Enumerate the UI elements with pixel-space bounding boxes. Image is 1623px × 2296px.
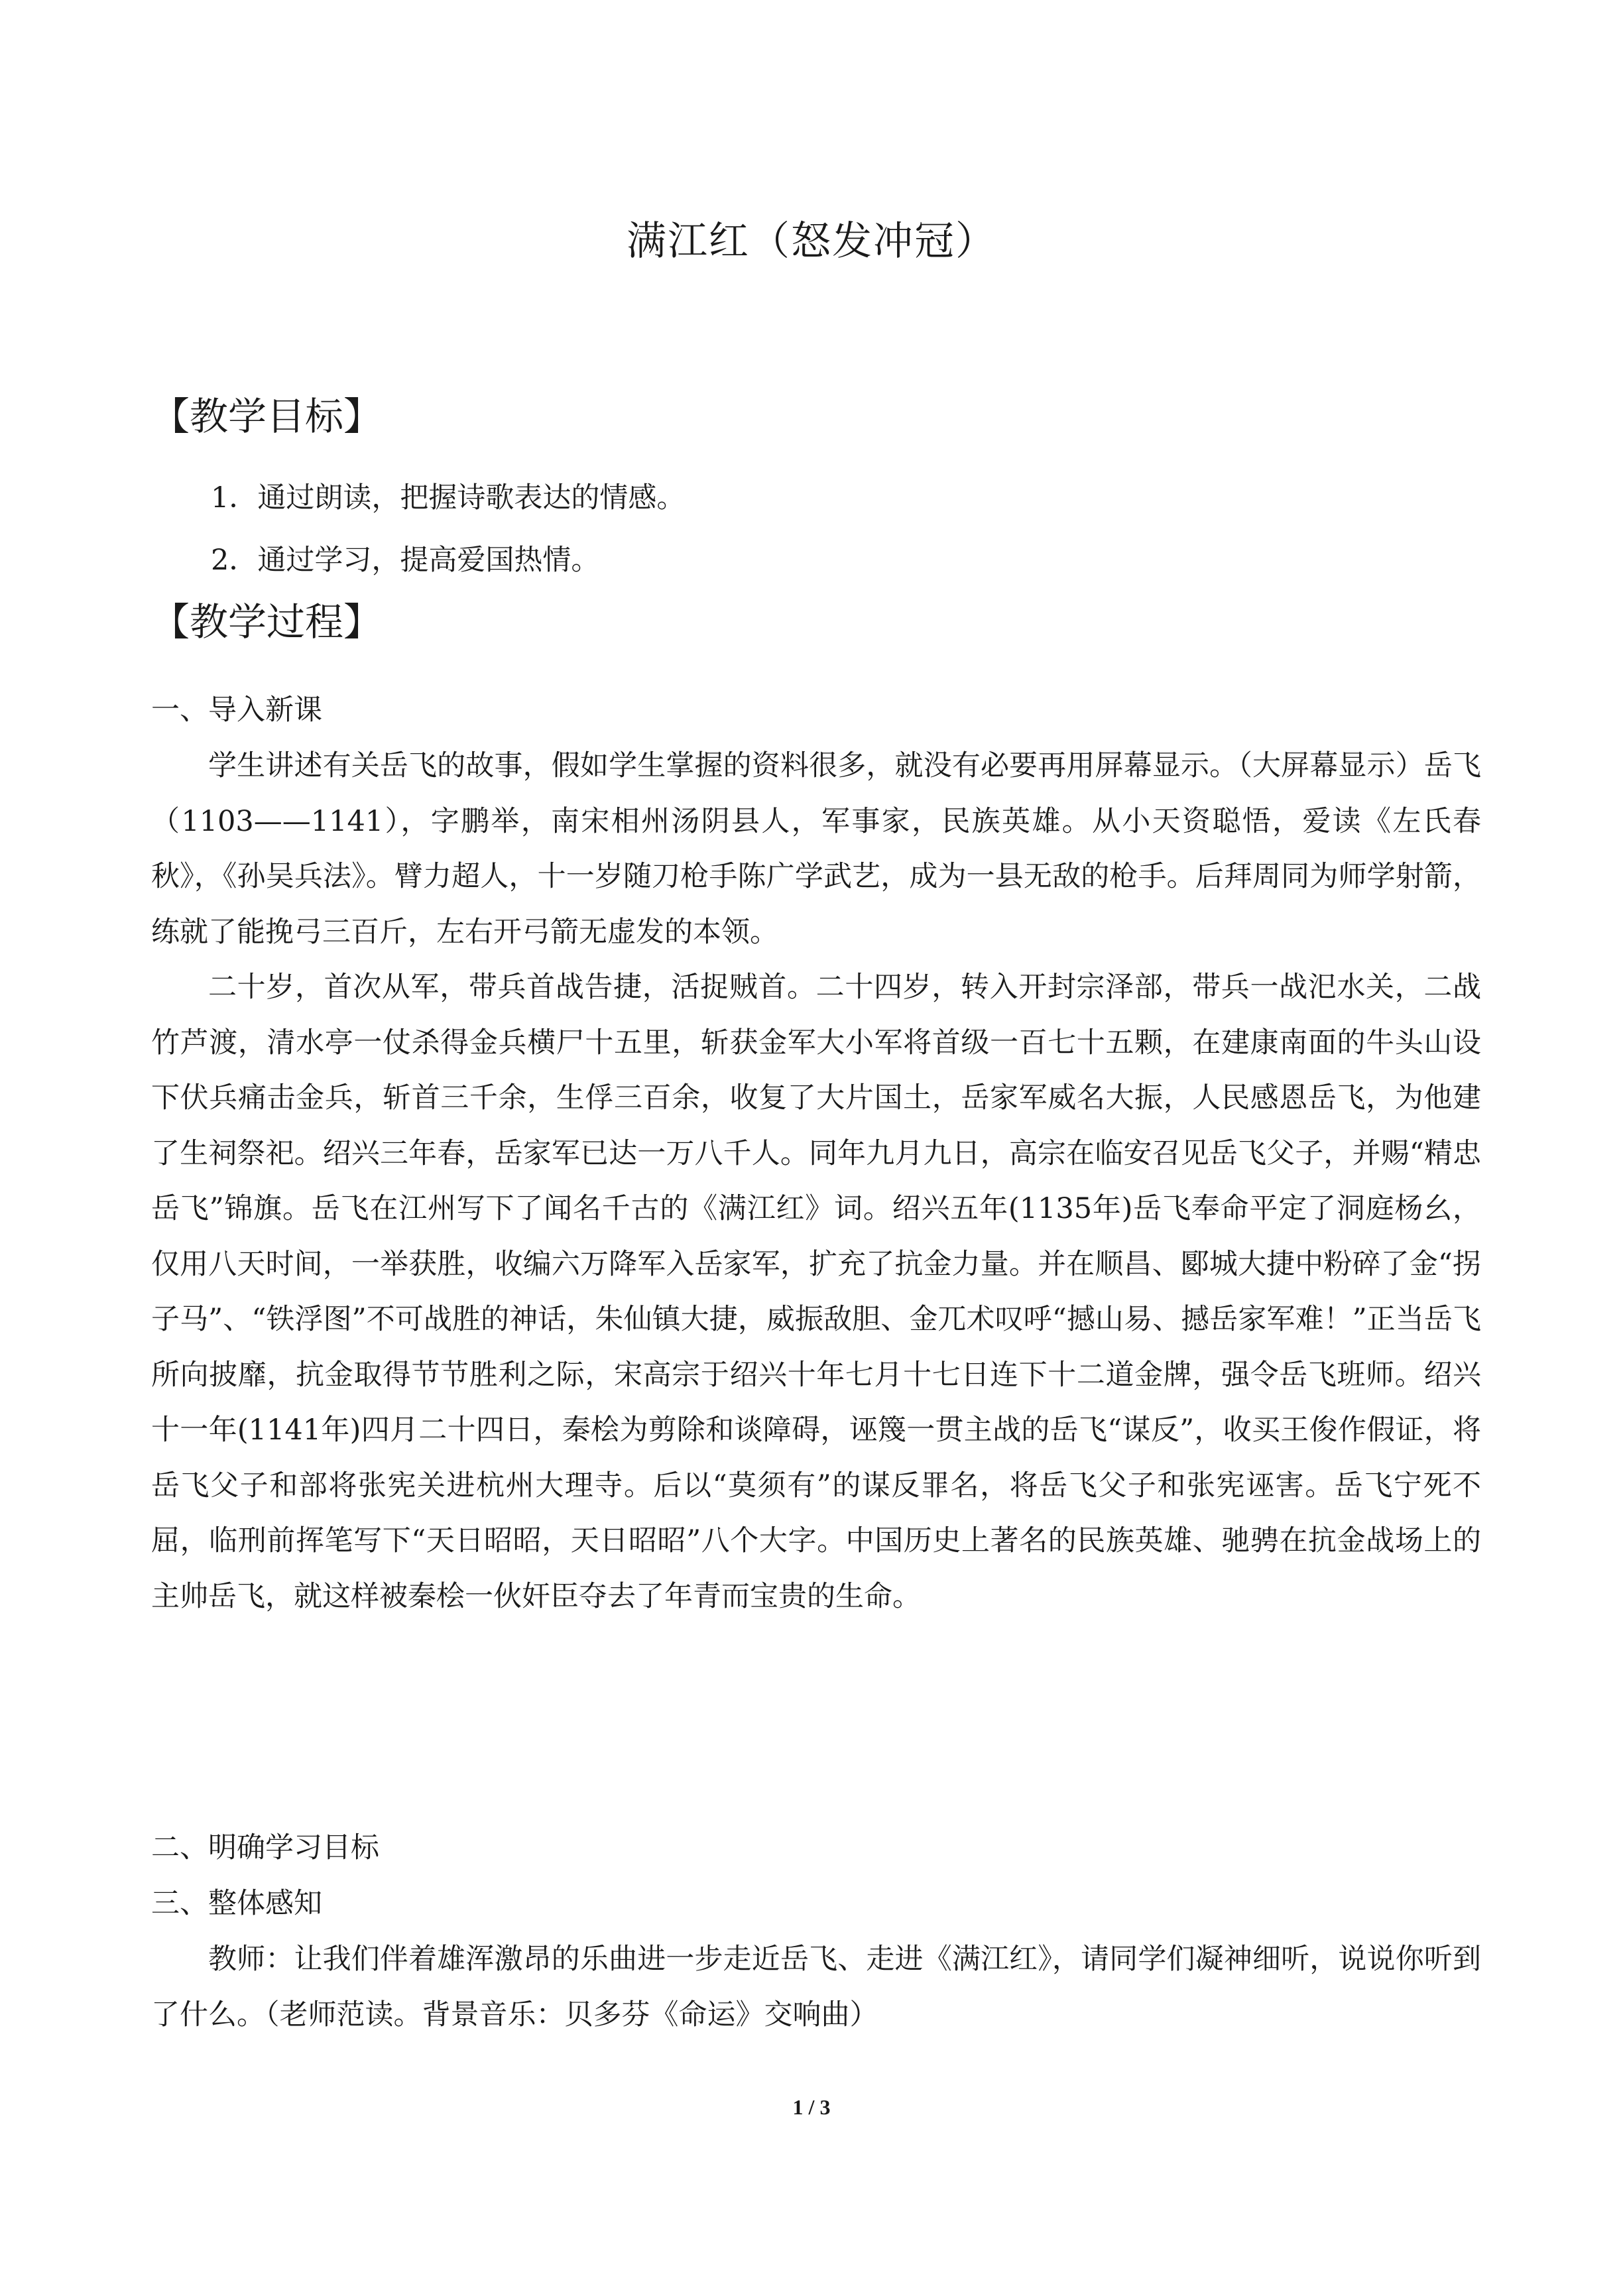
part3-paragraph: 教师：让我们伴着雄浑激昂的乐曲进一步走近岳飞、走进《满江红》，请同学们凝神细听，说说你听到了什么。（老师范读。背景音乐：贝多芬《命运》交响曲） <box>151 1943 1481 2031</box>
teaching-process-heading: 【教学过程】 <box>151 599 383 644</box>
teaching-goals-heading: 【教学目标】 <box>151 394 383 439</box>
part1-heading: 一、导入新课 <box>151 694 322 727</box>
part3-heading: 三、整体感知 <box>151 1887 322 1920</box>
goal-item-1: 1．通过朗读，把握诗歌表达的情感。 <box>211 481 686 514</box>
part1-paragraph-1: 学生讲述有关岳飞的故事，假如学生掌握的资料很多，就没有必要再用屏幕显示。（大屏幕显示）岳飞（1103——1141），字鹏举，南宋相州汤阴县人，军事家，民族英雄。从小天资聪悟，爱读《左氏春秋》，《孙吴兵法》。臂力超人，十一岁随刀枪手陈广学武艺，成为一县无敌的枪手。后拜周同为师学射箭，练就了能挽弓三百斤，左右开弓箭无虚发的本领。 <box>151 749 1481 949</box>
goal-item-2: 2．通过学习，提高爱国热情。 <box>211 544 600 577</box>
document-title: 满江红（怒发冲冠） <box>627 218 996 265</box>
part2-heading: 二、明确学习目标 <box>151 1831 379 1864</box>
page-number: 1 / 3 <box>792 2095 831 2119</box>
part1-paragraph-2: 二十岁，首次从军，带兵首战告捷，活捉贼首。二十四岁，转入开封宗泽部，带兵一战汜水关，二战竹芦渡，清水亭一仗杀得金兵横尸十五里，斩获金军大小军将首级一百七十五颗，在建康南面的牛头山设下伏兵痛击金兵，斩首三千余，生俘三百余，收复了大片国土，岳家军威名大振，人民感恩岳飞，为他建了生祠祭祀。绍兴三年春，岳家军已达一万八千人。同年九月九日，高宗在临安召见岳飞父子，并赐“精忠岳飞”锦旗。岳飞在江州写下了闻名千古的《满江红》词。绍兴五年(1135年)岳飞奉命平定了洞庭杨幺，仅用八天时间，一举获胜，收编六万降军入岳家军，扩充了抗金力量。并在顺昌、郾城大捷中粉碎了金“拐子马”、“铁浮图”不可战胜的神话，朱仙镇大捷，威振敌胆、金兀术叹呼“撼山易、撼岳家军难！”正当岳飞所向披靡，抗金取得节节胜利之际，宋高宗于绍兴十年七月十七日连下十二道金牌，强令岳飞班师。绍兴十一年(1141年)四月二十四日，秦桧为剪除和谈障碍，诬篾一贯主战的岳飞“谋反”，收买王俊作假证，将岳飞父子和部将张宪关进杭州大理寺。后以“莫须有”的谋反罪名，将岳飞父子和张宪诬害。岳飞宁死不屈，临刑前挥笔写下“天日昭昭，天日昭昭”八个大字。中国历史上著名的民族英雄、驰骋在抗金战场上的主帅岳飞，就这样被秦桧一伙奸臣夺去了年青而宝贵的生命。 <box>151 971 1481 1613</box>
